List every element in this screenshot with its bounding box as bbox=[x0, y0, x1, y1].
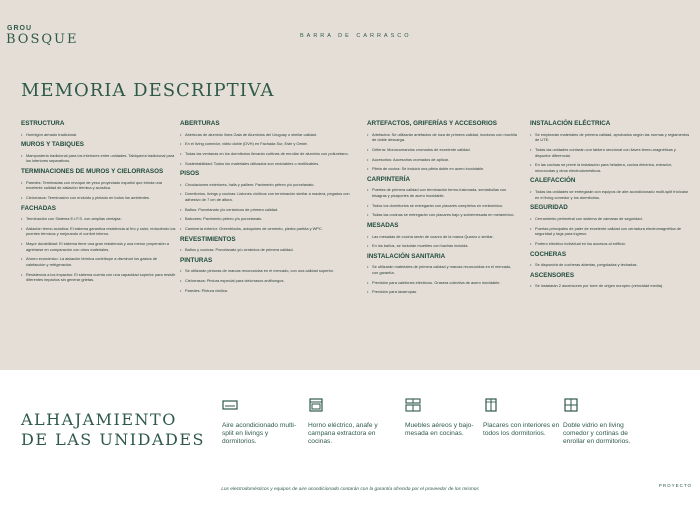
spec-item: • Todos los dormitorios se entregarán con placares completos en melamínico. bbox=[367, 203, 517, 209]
spec-item: • Dormitorios, livings y cocinas: Listones vinílicos con terminación similar a madera, pegados con adhesivo de 7 cm de altura. bbox=[180, 191, 350, 202]
brand-prefix: GROU bbox=[7, 25, 32, 32]
project-tag: PROYECTO bbox=[658, 483, 692, 488]
memoria-column bbox=[367, 116, 517, 299]
feature-cabinets bbox=[405, 398, 487, 438]
section-heading: ABERTURAS bbox=[180, 120, 220, 127]
spec-item: • Las mesadas de cocina serán de cuarzo de la marca Quarzo o similar. bbox=[367, 234, 517, 240]
footnote: Los electrodomésticos y equipos de aire acondicionado contarán con la garantía ofrecida por el proveedor de los mismos bbox=[221, 487, 479, 492]
spec-item: • Cielorrasos: Terminación con enduido y pintado en todos los ambientes. bbox=[21, 195, 176, 201]
spec-list bbox=[530, 189, 692, 200]
spec-list bbox=[180, 182, 350, 232]
spec-item: • Ahorro económico: La aislación térmica contribuye a disminuir los gastos de calefacción y refrigeración. bbox=[21, 256, 176, 267]
spec-item: • Aislación termo acústica: El sistema garantiza resistencia al frío y calor, reduciendo los puentes térmicos y mejorando el confort interno. bbox=[21, 226, 176, 237]
alhajamiento-title-line: ALHAJAMIENTO bbox=[21, 410, 177, 429]
spec-item: • Todas las cocinas se entregarán con placares bajo y sobremesada en melamínico. bbox=[367, 212, 517, 218]
feature-double-glazing bbox=[563, 398, 645, 447]
spec-item: • Grifería: Monocomandos cromados de excelente calidad. bbox=[367, 147, 517, 153]
section-heading: MUROS Y TABIQUES bbox=[21, 141, 84, 149]
spec-item: • Caminería exterior: Greenblocks, adoquines de cemento, piedra partida y WPC. bbox=[180, 226, 350, 232]
feature-text: Muebles aéreos y bajo-mesada en cocinas. bbox=[405, 422, 474, 438]
spec-item: • Se utilizarán pinturas de marcas reconocidas en el mercado, con una calidad superior. bbox=[180, 268, 350, 274]
feature-text: Aire acondicionado multi-split en livings y dormitorios. bbox=[222, 422, 297, 446]
spec-list bbox=[530, 283, 692, 289]
spec-item: • Todas las unidades se entregarán con equipos de aire acondicionado multi-split frío/calor en el living comedor y los dormitorios. bbox=[530, 189, 692, 200]
spec-item: • Balcones: Pavimento pétreo y/o porcelanato. bbox=[180, 216, 350, 222]
spec-list bbox=[21, 132, 176, 138]
spec-item: • Resistencia a los impactos: El sistema cuenta con una capacidad superior para resistir diferentes impactos sin generar grietas. bbox=[21, 272, 176, 283]
section-heading: CARPINTERÍA bbox=[367, 175, 411, 183]
spec-list bbox=[367, 264, 517, 295]
spec-list bbox=[367, 132, 517, 172]
section-heading: ESTRUCTURA bbox=[21, 120, 65, 127]
memoria-column bbox=[530, 116, 692, 293]
oven-icon bbox=[308, 398, 324, 412]
spec-item: • Mampostería tradicional para los interiores entre unidades. Tabiquería tradicional para los interiores separativos. bbox=[21, 153, 176, 164]
spec-item: • Paredes: Terminadas con revoque de yeso proyectado español que brinda una excelente calidad de aislación térmica y acústica. bbox=[21, 180, 176, 191]
feature-air-conditioning bbox=[222, 398, 304, 447]
section-heading: COCHERAS bbox=[530, 250, 567, 258]
section-heading: INSTALACIÓN SANITARIA bbox=[367, 252, 446, 260]
section-heading: REVESTIMIENTOS bbox=[180, 235, 236, 243]
spec-item: • En el living comedor, vidrio doble (DVH) en Fachada Sur, Este y Oeste. bbox=[180, 141, 350, 147]
memoria-column bbox=[21, 116, 176, 287]
spec-list bbox=[21, 180, 176, 201]
spec-list bbox=[530, 262, 692, 268]
spec-item: • En las cocinas se prevé la instalación para heladera, cocina eléctrica, extractor, microondas y otros electrodomésticos. bbox=[530, 162, 692, 173]
spec-item: • Artefactos: Se utilizarán artefactos de loza de primera calidad, inodoros con mochila de doble descarga. bbox=[367, 132, 517, 143]
spec-list bbox=[21, 216, 176, 283]
spec-list bbox=[180, 247, 350, 253]
spec-list bbox=[367, 187, 517, 218]
spec-item: • Hormigón armado tradicional. bbox=[21, 132, 176, 138]
memoria-title: MEMORIA DESCRIPTIVA bbox=[21, 80, 275, 101]
section-heading: PISOS bbox=[180, 170, 200, 178]
spec-item: • Sustentabilidad: Todos los materiales utilizados son reciclables o reutilizables. bbox=[180, 161, 350, 167]
section-heading: ARTEFACTOS, GRIFERÍAS Y ACCESORIOS bbox=[367, 120, 497, 127]
spec-item: • Se dispondrá de cocheras abiertas, pergoladas y techadas. bbox=[530, 262, 692, 268]
spec-list bbox=[21, 153, 176, 164]
spec-item: • Se emplearán materiales de primera calidad, aprobados según las normas y reglamentos de UTE. bbox=[530, 132, 692, 143]
memoria-column bbox=[180, 116, 350, 297]
feature-text: Horno eléctrico, anafe y campana extractora en cocinas. bbox=[308, 422, 378, 446]
spec-item: • Previsión para calefones eléctricos. Grasera colectiva de acero inoxidable. bbox=[367, 280, 517, 286]
section-heading: PINTURAS bbox=[180, 256, 213, 264]
feature-oven bbox=[308, 398, 390, 447]
spec-item: • Se instalarán 2 ascensores por torre de origen europeo (velocidad media). bbox=[530, 283, 692, 289]
spec-item: • Baños: Porcelanato y/o cerámicos de primera calidad. bbox=[180, 207, 350, 213]
spec-item: • En los baños, se incluirán muebles con bachas incluida. bbox=[367, 243, 517, 249]
feature-text: Placares con interiores en todos los dormitorios. bbox=[483, 422, 560, 438]
alhajamiento-title bbox=[21, 410, 205, 451]
section-heading: INSTALACIÓN ELÉCTRICA bbox=[530, 120, 611, 127]
section-heading: MESADAS bbox=[367, 222, 399, 229]
spec-item: • Se utilizarán materiales de primera calidad y marcas reconocidas en el mercado, con garantía. bbox=[367, 264, 517, 275]
spec-item: • Puertas principales de paler de excelente calidad con cerradura electromagnética de seguridad y tags para ingreso. bbox=[530, 226, 692, 237]
section-heading: SEGURIDAD bbox=[530, 204, 568, 212]
spec-item: • Mayor durabilidad: El sistema tiene una gran resistencia y una menor propensión a agrietarse en comparación con otros materiales. bbox=[21, 241, 176, 252]
window-icon bbox=[563, 398, 579, 412]
spec-item: • Accesorios: Accesorios cromados de aplicar. bbox=[367, 157, 517, 163]
section-heading: FACHADAS bbox=[21, 204, 56, 212]
spec-item: • Terminación con Sistema E.I.F.S. con amplias ventajas: bbox=[21, 216, 176, 222]
wardrobe-icon bbox=[483, 398, 499, 412]
spec-item: • Pileta de cocina: Se incluirá una pileta doble en acero inoxidable. bbox=[367, 166, 517, 172]
alhajamiento-title-line: DE LAS UNIDADES bbox=[21, 430, 205, 450]
air-conditioner-icon bbox=[222, 398, 238, 412]
feature-text: Doble vidrio en living comedor y cortinas de enrollar en dormitorios. bbox=[563, 422, 631, 446]
spec-list bbox=[180, 268, 350, 293]
section-heading: TERMINACIONES DE MUROS Y CIELORRASOS bbox=[21, 168, 164, 176]
spec-item: • Todas las ventanas en los dormitorios llevarán cortinas de enrollar de aluminio con poliuretano. bbox=[180, 151, 350, 157]
spec-item: • Todas las unidades contarán con tablero seccional con llaves termo-magnéticas y disyuntor diferencial. bbox=[530, 147, 692, 158]
brand-logo: BOSQUE bbox=[6, 32, 79, 47]
spec-item: • Baños y cocinas: Porcelanato y/o cerámica de primera calidad. bbox=[180, 247, 350, 253]
spec-item: • Paredes: Pintura vinílica. bbox=[180, 288, 350, 294]
spec-item: • Previsión para lavarropas. bbox=[367, 289, 517, 295]
spec-list bbox=[180, 132, 350, 167]
spec-item: • Cielorrasos: Pintura especial para cielorrasos antihongos. bbox=[180, 278, 350, 284]
spec-item: • Cerramiento perimetral con sistema de cámaras de seguridad. bbox=[530, 216, 692, 222]
spec-list bbox=[530, 132, 692, 174]
section-heading: ASCENSORES bbox=[530, 271, 575, 279]
spec-item: • Aberturas de aluminio línea Gala de Aluminios del Uruguay o similar calidad. bbox=[180, 132, 350, 138]
spec-item: • Puertas de primera calidad con terminación termo-fusionada, semiabollas con bisagras y picaportes de acero inoxidable. bbox=[367, 187, 517, 198]
spec-item: • Circulaciones exteriores, halls y palliers: Pavimento pétreo y/o porcelanato. bbox=[180, 182, 350, 188]
section-heading: CALEFACCIÓN bbox=[530, 177, 576, 185]
location-label: BARRA DE CARRASCO bbox=[300, 33, 412, 39]
kitchen-cabinet-icon bbox=[405, 398, 421, 412]
spec-list bbox=[530, 216, 692, 247]
feature-wardrobes bbox=[483, 398, 565, 438]
spec-list bbox=[367, 234, 517, 249]
spec-item: • Portero eléctrico individual en los accesos al edificio. bbox=[530, 241, 692, 247]
